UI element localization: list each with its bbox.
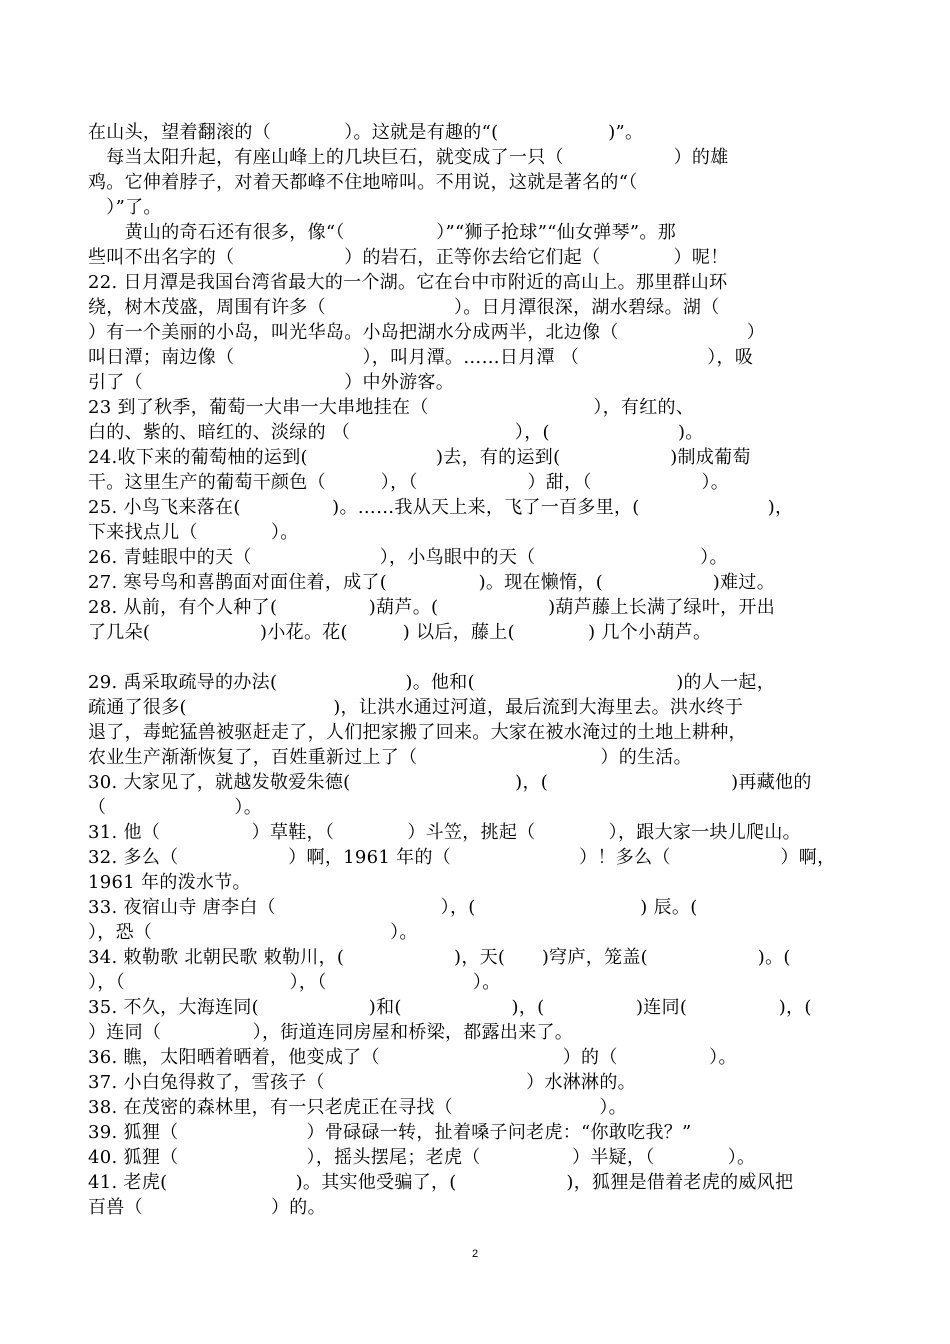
text-line: 25. 小鸟飞来落在( )。……我从天上来，飞了一百多里，( )， [88,497,794,518]
text-line: 绕，树木茂盛，周围有许多（ ）。日月潭很深，湖水碧绿。湖（ [88,297,720,318]
text-line: 下来找点儿（ ）。 [88,522,299,543]
text-line: ），（ ），（ ）。 [88,972,501,993]
text-line: 34. 敕勒歌 北朝民歌 敕勒川，( )，天( )穹庐，笼盖( )。( [88,947,791,968]
text-line: ）”了。 [88,197,162,218]
page-number: 2 [471,1248,479,1260]
text-line: 23 到了秋季，葡萄一大串一大串地挂在（ ），有红的、 [88,397,695,418]
text-line: 30. 大家见了，就越发敬爱朱德( )，( )再藏他的 [88,772,812,793]
text-line: 农业生产渐渐恢复了，百姓重新过上了（ ）的生活。 [88,747,692,768]
text-line: 引了（ ）中外游客。 [88,372,454,393]
text-line: 疏通了很多( )，让洪水通过河道，最后流到大海里去。洪水终于 [88,697,744,718]
text-line: 24.收下来的葡萄柚的运到( )去，有的运到( )制成葡萄 [88,447,751,468]
text-line: 了几朵( )小花。花( ) 以后，藤上( ) 几个小葫芦。 [88,622,712,643]
text-line: 22. 日月潭是我国台湾省最大的一个湖。它在台中市附近的高山上。那里群山环 [88,272,728,293]
text-line: 1961 年的泼水节。 [88,872,251,893]
text-line: 31. 他（ ）草鞋，（ ）斗笠，挑起（ ），跟大家一块儿爬山。 [88,822,801,843]
text-line: 35. 不久，大海连同( )和( )，( )连同( )，( [88,997,812,1018]
text-line: 百兽（ ）的。 [88,1197,326,1218]
text-line: ）连同（ ），街道连同房屋和桥梁，都露出来了。 [88,1022,574,1043]
text-line: （ ）。 [88,797,262,818]
text-line: 33. 夜宿山寺 唐李白（ ），( ) 辰。( [88,897,698,918]
text-line: 27. 寒号鸟和喜鹊面对面住着，成了( )。现在懒惰，( )难过。 [88,572,776,593]
text-line: 退了，毒蛇猛兽被驱赶走了，人们把家搬了回来。大家在被水淹过的土地上耕种， [88,722,747,743]
text-line: 黄山的奇石还有很多，像“（ ）”“狮子抢球”“仙女弹琴”。那 [88,222,677,243]
text-line: 37. 小白兔得救了，雪孩子（ ）水淋淋的。 [88,1072,636,1093]
text-line: 32. 多么（ ）啊，1961 年的（ ）！多么（ ）啊， [88,847,836,868]
text-line: 28. 从前，有个人种了( )葫芦。( )葫芦藤上长满了绿叶，开出 [88,597,776,618]
text-line: 白的、紫的、暗红的、淡绿的 （ ），( )。 [88,422,704,443]
text-line: 26. 青蛙眼中的天（ ），小鸟眼中的天（ ）。 [88,547,728,568]
text-line: 干。这里生产的葡萄干颜色（ ），（ ）甜，（ ）。 [88,472,730,493]
text-line: 39. 狐狸（ ）骨碌碌一转，扯着嗓子问老虎：“你敢吃我？” [88,1122,692,1143]
text-line: 41. 老虎( )。其实他受骗了，( )，狐狸是借着老虎的威风把 [88,1172,794,1193]
text-line: 29. 禹采取疏导的办法( )。他和( )的人一起， [88,672,776,693]
text-line: 叫日潭；南边像（ ），叫月潭。……日月潭 （ ），吸 [88,347,754,368]
text-line: 些叫不出名字的（ ）的岩石，正等你去给它们起（ ）呢！ [88,247,729,268]
text-line: 鸡。它伸着脖子，对着天都峰不住地啼叫。不用说，这就是著名的“（ [88,172,638,193]
worksheet-text [88,120,862,1220]
blank-line [88,645,862,670]
text-line: 36. 瞧，太阳晒着晒着，他变成了（ ）的（ ）。 [88,1047,737,1068]
text-line: ）有一个美丽的小岛，叫光华岛。小岛把湖水分成两半，北边像（ ） [88,322,766,343]
text-line: 在山头，望着翻滚的（ ）。这就是有趣的“( )”。 [88,122,644,143]
text-line: 40. 狐狸（ ），摇头摆尾；老虎（ ）半疑，（ ）。 [88,1147,756,1168]
text-line: ），恐（ ）。 [88,922,418,943]
text-line: 每当太阳升起，有座山峰上的几块巨石，就变成了一只（ ）的雄 [88,147,729,168]
text-line: 38. 在茂密的森林里，有一只老虎正在寻找（ ）。 [88,1097,627,1118]
